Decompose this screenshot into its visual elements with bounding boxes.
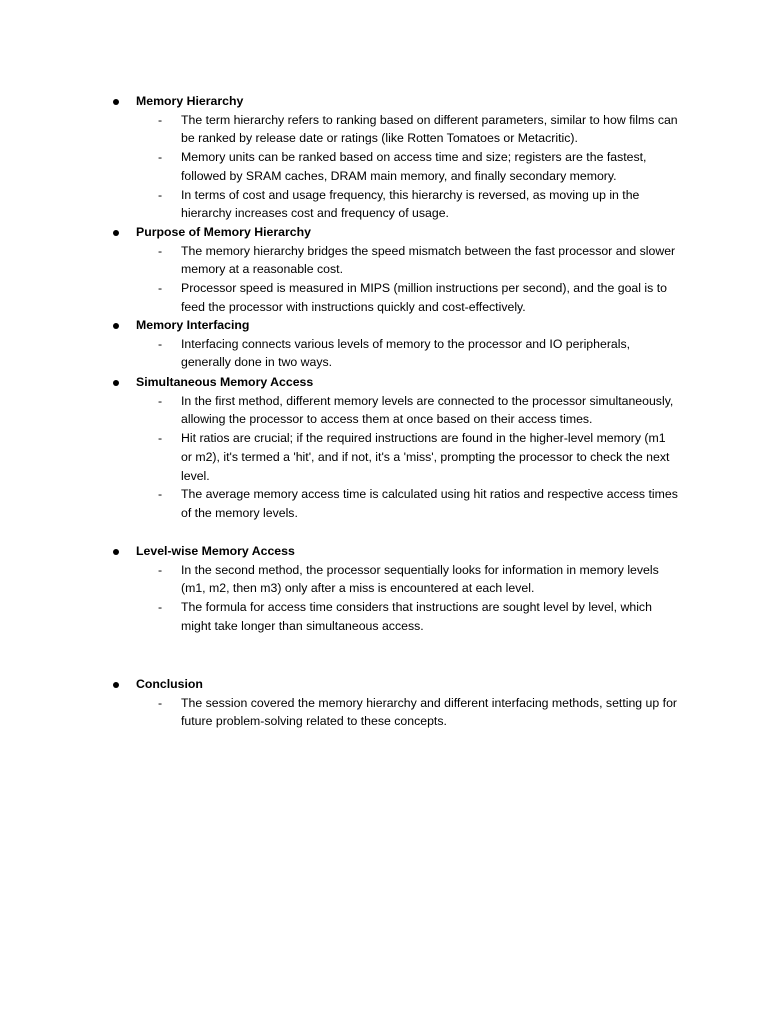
section-heading-row <box>0 316 768 335</box>
section-heading: Memory Interfacing <box>136 318 250 332</box>
list-item <box>0 429 768 485</box>
list-item-text: Interfacing connects various levels of memory to the processor and IO peripherals, generally done in two ways. <box>181 336 631 370</box>
section-heading: Level-wise Memory Access <box>136 544 295 558</box>
dash-icon: - <box>158 112 163 127</box>
dash-icon: - <box>158 695 163 710</box>
section-heading: Purpose of Memory Hierarchy <box>136 225 311 239</box>
dash-icon: - <box>158 281 163 296</box>
section-heading-row <box>0 223 768 242</box>
section-heading: Conclusion <box>136 677 203 691</box>
list-item <box>0 279 768 316</box>
list-item <box>0 242 768 279</box>
section-heading-row <box>0 92 768 111</box>
bullet-dot-icon <box>113 380 119 386</box>
bullet-dot-icon <box>113 549 119 555</box>
dash-icon: - <box>158 243 163 258</box>
list-item-text: The session covered the memory hierarchy and different interfacing methods, setting up for future problem-solving related to these concepts. <box>181 695 678 729</box>
list-item <box>0 148 768 185</box>
section-heading: Simultaneous Memory Access <box>136 375 314 389</box>
list-item-text: Processor speed is measured in MIPS (million instructions per second), and the goal is to feed the processor with instructions quickly and cost-effectively. <box>181 281 667 314</box>
list-item-text: The term hierarchy refers to ranking based on different parameters, similar to how films can be ranked by release date or ratings (like Rotten Tomatoes or Metacritic). <box>181 112 678 146</box>
bullet-dot-icon <box>113 323 119 329</box>
bullet-dot-icon <box>113 99 119 105</box>
section-heading-row <box>0 373 768 392</box>
section-memory-hierarchy <box>0 92 768 223</box>
list-item <box>0 186 768 223</box>
section-heading-row <box>0 675 768 694</box>
list-item <box>0 392 768 429</box>
list-item-text: In the first method, different memory levels are connected to the processor simultaneously, allowing the processor to access them at once based on their access times. <box>181 393 674 427</box>
list-item-text: The average memory access time is calculated using hit ratios and respective access times of the memory levels. <box>181 487 678 520</box>
section-heading: Memory Hierarchy <box>136 94 244 108</box>
section-memory-interfacing <box>0 316 768 372</box>
bullet-dot-icon <box>113 682 119 688</box>
dash-icon: - <box>158 600 163 615</box>
list-item <box>0 111 768 148</box>
section-heading-row <box>0 542 768 561</box>
section-level-wise-memory-access <box>0 542 768 636</box>
list-item-text: The memory hierarchy bridges the speed mismatch between the fast processor and slower memory at a reasonable cost. <box>181 243 676 277</box>
list-item <box>0 598 768 635</box>
dash-icon: - <box>158 187 163 202</box>
list-item <box>0 561 768 598</box>
list-item-text: Memory units can be ranked based on access time and size; registers are the fastest, followed by SRAM caches, DRAM main memory, and finally secondary memory. <box>181 150 647 183</box>
list-item <box>0 485 768 522</box>
dash-icon: - <box>158 431 163 446</box>
dash-icon: - <box>158 150 163 165</box>
dash-icon: - <box>158 562 163 577</box>
section-conclusion <box>0 675 768 731</box>
dash-icon: - <box>158 487 163 502</box>
list-item <box>0 335 768 372</box>
bullet-dot-icon <box>113 230 119 236</box>
dash-icon: - <box>158 336 163 351</box>
list-item-text: In terms of cost and usage frequency, this hierarchy is reversed, as moving up in the hierarchy increases cost and frequency of usage. <box>181 187 640 221</box>
section-simultaneous-memory-access <box>0 373 768 523</box>
dash-icon: - <box>158 393 163 408</box>
list-item <box>0 694 768 731</box>
list-item-text: Hit ratios are crucial; if the required instructions are found in the higher-level memory (m1 or m2), it's termed a 'hit', and if not, it's a 'miss', prompting the processor to check the next level. <box>181 431 670 483</box>
list-item-text: In the second method, the processor sequentially looks for information in memory levels (m1, m2, then m3) only after a miss is encountered at each level. <box>181 562 659 596</box>
list-item-text: The formula for access time considers that instructions are sought level by level, which might take longer than simultaneous access. <box>181 600 652 633</box>
section-purpose-of-memory-hierarchy <box>0 223 768 317</box>
